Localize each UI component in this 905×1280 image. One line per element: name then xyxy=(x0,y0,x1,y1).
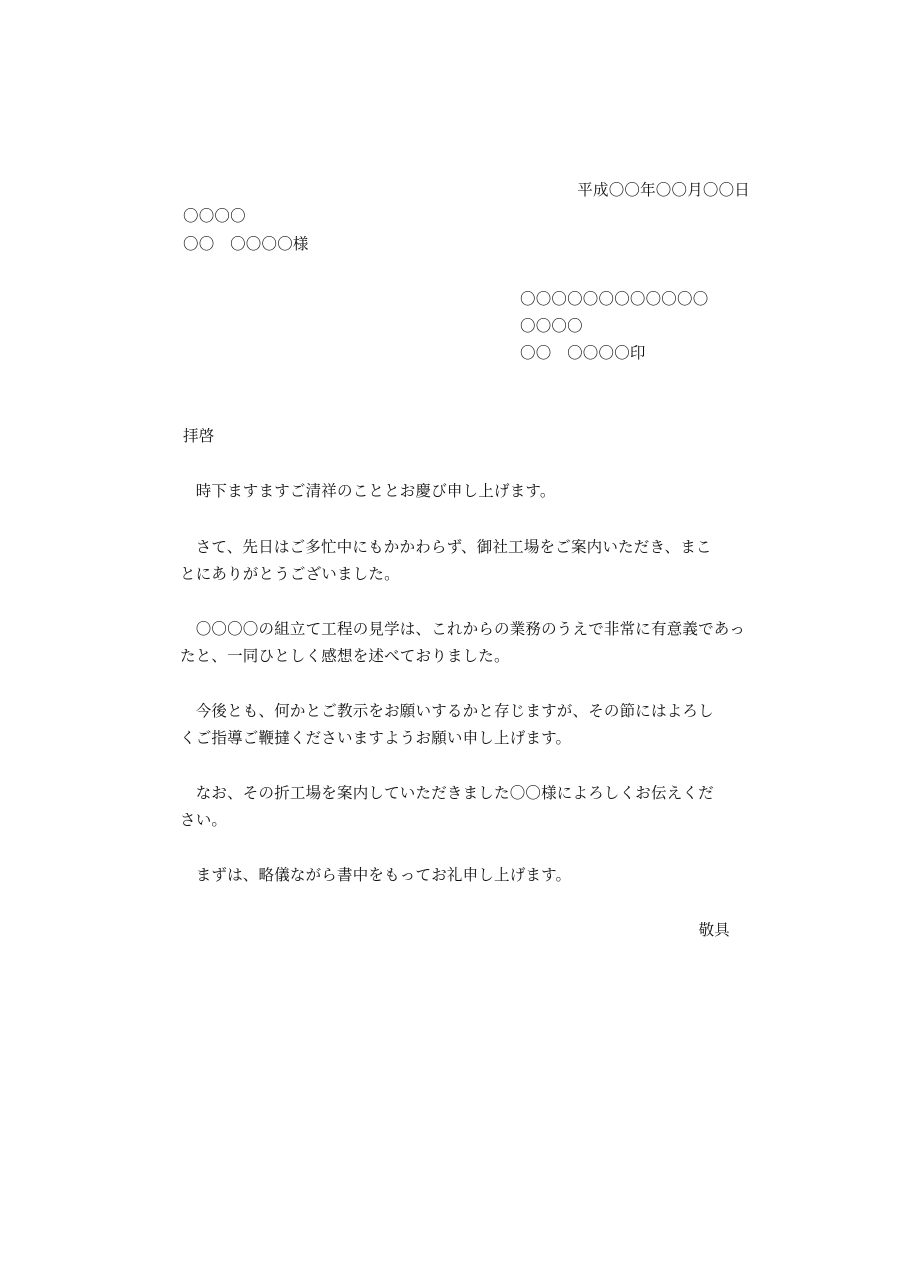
body-paragraph-3-line-1: 〇〇〇〇の組立て工程の見学は、これからの業務のうえで非常に有意義であっ xyxy=(180,620,746,638)
recipient-line-1: 〇〇〇〇 xyxy=(183,207,246,225)
body-paragraph-2-line-1: さて、先日はご多忙中にもかかわらず、御社工場をご案内いただき、まこ xyxy=(180,538,712,556)
letter-date: 平成〇〇年〇〇月〇〇日 xyxy=(577,181,750,199)
body-paragraph-4-line-2: くご指導ご鞭撻くださいますようお願い申し上げます。 xyxy=(180,729,572,747)
sender-line-3: 〇〇 〇〇〇〇印 xyxy=(520,344,646,362)
sender-line-2: 〇〇〇〇 xyxy=(520,317,583,335)
body-paragraph-4-line-1: 今後とも、何かとご教示をお願いするかと存じますが、その節にはよろし xyxy=(180,702,714,720)
recipient-line-2: 〇〇 〇〇〇〇様 xyxy=(183,235,309,253)
body-paragraph-1: 時下ますますご清祥のこととお慶び申し上げます。 xyxy=(180,482,556,500)
body-paragraph-6: まずは、略儀ながら書中をもってお礼申し上げます。 xyxy=(180,866,572,884)
sender-line-1: 〇〇〇〇〇〇〇〇〇〇〇〇 xyxy=(520,290,709,308)
letter-closing: 敬具 xyxy=(698,921,730,939)
body-paragraph-5-line-1: なお、その折工場を案内していただきました〇〇様によろしくお伝えくだ xyxy=(180,784,714,802)
body-paragraph-3-line-2: たと、一同ひとしく感想を述べておりました。 xyxy=(180,647,510,665)
body-paragraph-2-line-2: とにありがとうございました。 xyxy=(180,565,400,583)
letter-opening: 拝啓 xyxy=(183,427,215,445)
body-paragraph-5-line-2: さい。 xyxy=(180,811,228,829)
